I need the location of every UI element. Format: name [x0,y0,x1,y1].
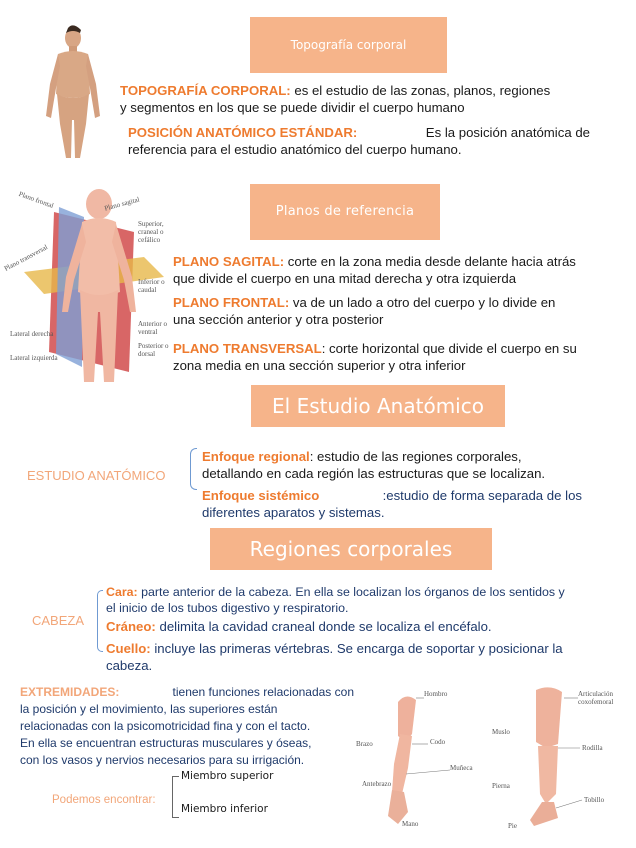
label-muneca: Muñeca [450,764,473,772]
craneo-definition [106,618,626,635]
estudio-brace [190,448,197,490]
craneo-term: Cráneo: [106,619,156,634]
label-rodilla: Rodilla [582,744,603,752]
sagital-line1: corte en la zona media desde delante hacia atrás [284,254,576,269]
plano-frontal-definition [173,294,613,328]
posicion-line1: Es la posición anatómica de [425,125,590,140]
posicion-line2: referencia para el estudio anatómico del cuerpo humano. [128,142,462,157]
regional-term: Enfoque regional [202,449,310,464]
label-hombro: Hombro [424,690,448,698]
sistemico-line2: diferentes aparatos y sistemas. [202,505,385,520]
topografia-banner: Topografía corporal [250,17,447,73]
podemos-encontrar-label: Podemos encontrar: [52,794,156,806]
leg-illustration [486,684,632,834]
label-plano-sagital: Plano sagital [103,195,141,213]
extremidades-line3: relacionadas con la psicomotricidad fina y con el tacto. [20,719,311,733]
label-anterior: Anterior o ventral [138,320,167,336]
upper-limb-diagram [350,684,473,834]
label-brazo: Brazo [356,740,373,748]
cuello-line2: cabeza. [106,658,153,673]
cabeza-brace [97,590,103,652]
frontal-line1: va de un lado a otro del cuerpo y lo divide en [289,295,556,310]
frontal-term: PLANO FRONTAL: [173,295,290,310]
arm-illustration [350,684,470,834]
topografia-definition [120,82,600,116]
cara-definition [106,584,626,616]
topografia-line2: y segmentos en los que se puede dividir el cuerpo humano [120,100,465,115]
label-lateral-derecha: Lateral derecha [10,330,54,338]
plano-sagital-definition [173,253,613,287]
estudio-banner: El Estudio Anatómico [251,385,505,427]
extremidades-definition [20,684,354,769]
label-superior: Superior, craneal o cefálico [138,220,164,244]
cara-line1: parte anterior de la cabeza. En ella se localizan los órganos de los sentidos y [137,585,565,599]
regional-line1: : estudio de las regiones corporales, [309,449,522,464]
transversal-line2: zona media en una sección superior y otra inferior [173,358,466,373]
estudio-anatomico-label: ESTUDIO ANATÓMICO [27,468,166,483]
plano-transversal-definition [173,340,613,374]
extremidades-line1: tienen funciones relacionadas con [172,685,354,699]
transversal-line1: : corte horizontal que divide el cuerpo en su [321,341,577,356]
enfoque-regional-definition [202,448,582,482]
craneo-line1: delimita la cavidad craneal donde se localiza el encéfalo. [155,619,492,634]
label-antebrazo: Antebrazo [362,780,392,788]
label-pie: Pie [508,822,517,830]
miembro-superior-item: Miembro superior [181,770,274,782]
label-posterior: Posterior o dorsal [138,342,169,358]
label-tobillo: Tobillo [584,796,605,804]
cabeza-label: CABEZA [32,613,85,628]
label-articulacion: Articulación coxofemoral [578,690,614,706]
label-mano: Mano [402,820,419,828]
label-codo: Codo [430,738,446,746]
sagital-term: PLANO SAGITAL: [173,254,285,269]
human-body-figure [38,24,108,164]
topografia-term: TOPOGRAFÍA CORPORAL: [120,83,291,98]
cara-term: Cara: [106,585,138,599]
cara-line2: el inicio de los tubos digestivo y respiratorio. [106,601,349,615]
extremidades-line2: la posición y el movimiento, las superiores están [20,702,278,716]
planos-banner: Planos de referencia [250,184,440,240]
sagital-line2: que divide el cuerpo en una mitad derecha y otra izquierda [173,271,517,286]
transversal-term: PLANO TRANSVERSAL [173,341,322,356]
cuello-line1: incluye las primeras vértebras. Se encarga de soportar y posicionar la [150,641,563,656]
sistemico-term: Enfoque sistémico [202,488,320,503]
cuello-term: Cuello: [106,641,151,656]
sistemico-line1: :estudio de forma separada de los [382,488,582,503]
extremidades-line5: con los vasos y nervios necesarios para su irrigación. [20,753,305,767]
label-pierna: Pierna [492,782,510,790]
regional-line2: detallando en cada región las estructuras que se localizan. [202,466,546,481]
cuello-definition [106,640,626,674]
lower-limb-diagram [486,684,632,834]
label-plano-transversal: Plano transversal [2,243,50,273]
extremidades-line4: En ella se encuentran estructuras musculares y óseas, [20,736,312,750]
label-lateral-izquierda: Lateral izquierda [10,354,58,362]
miembro-inferior-item: Miembro inferior [181,803,268,815]
posicion-definition [128,124,590,158]
topografia-line1: es el estudio de las zonas, planos, regiones [290,83,551,98]
label-inferior: Inferior o caudal [138,278,165,294]
regiones-banner: Regiones corporales [210,528,492,570]
frontal-line2: una sección anterior y otra posterior [173,312,384,327]
posicion-term: POSICIÓN ANATÓMICO ESTÁNDAR: [128,125,358,140]
label-muslo: Muslo [492,728,510,736]
podemos-brace [172,776,179,818]
anatomical-planes-diagram [4,182,174,392]
extremidades-term: EXTREMIDADES: [20,685,120,699]
label-plano-frontal: Plano frontal [17,190,55,210]
enfoque-sistemico-definition [202,487,582,521]
